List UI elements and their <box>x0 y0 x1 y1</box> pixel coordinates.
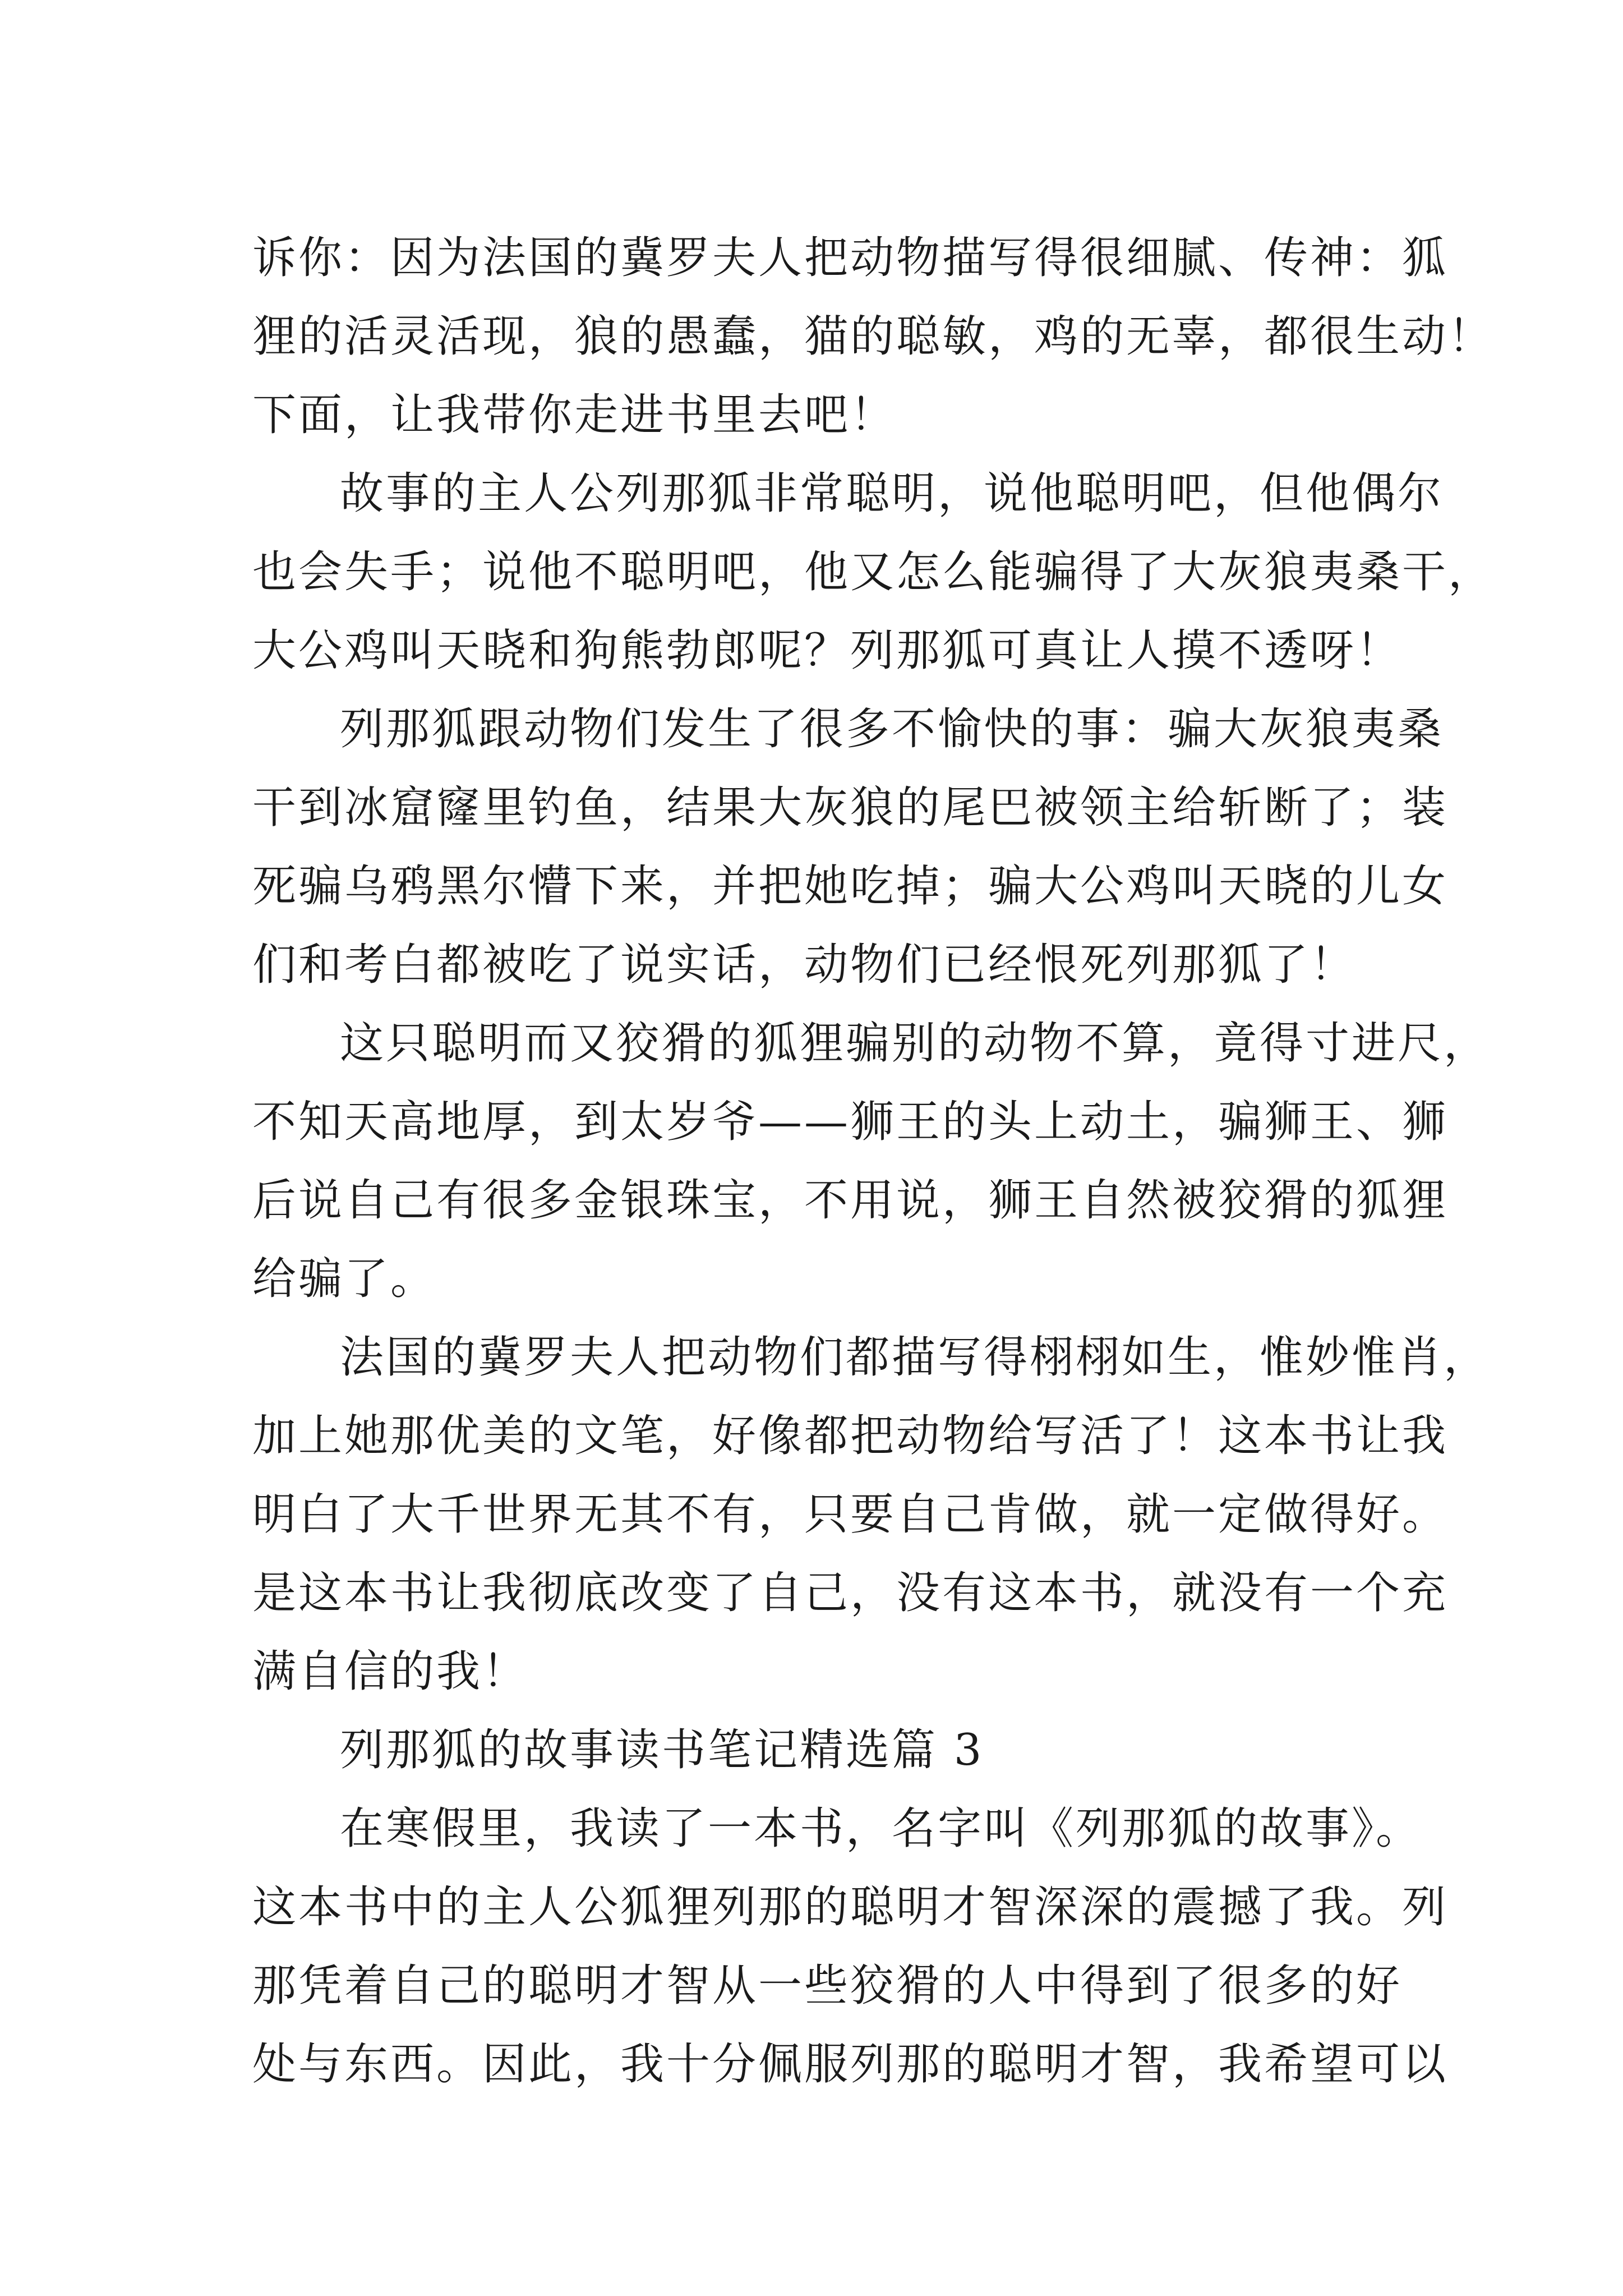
text-line: 们和考白都被吃了说实话，动物们已经恨死列那狐了！ <box>252 940 1357 990</box>
paragraph-first-line: 这只聪明而又狡猾的狐狸骗别的动物不算，竟得寸进尺， <box>340 1018 1490 1069</box>
paragraph-first-line: 在寒假里，我读了一本书，名字叫《列那狐的故事》。 <box>340 1803 1422 1854</box>
section-heading: 列那狐的故事读书笔记精选篇 3 <box>340 1725 984 1775</box>
text-line: 明白了大千世界无其不有，只要自己肯做，就一定做得好。 <box>252 1489 1449 1540</box>
text-line: 加上她那优美的文笔，好像都把动物给写活了！这本书让我 <box>252 1411 1449 1461</box>
text-line: 诉你：因为法国的冀罗夫人把动物描写得很细腻、传神：狐 <box>252 233 1449 283</box>
text-line: 给骗了。 <box>252 1254 437 1304</box>
text-line: 处与东西。因此，我十分佩服列那的聪明才智，我希望可以 <box>252 2039 1449 2090</box>
text-line: 干到冰窟窿里钓鱼，结果大灰狼的尾巴被领主给斩断了；装 <box>252 783 1449 833</box>
paragraph-first-line: 法国的冀罗夫人把动物们都描写得栩栩如生，惟妙惟肖， <box>340 1332 1490 1383</box>
paragraph-first-line: 故事的主人公列那狐非常聪明，说他聪明吧，但他偶尔 <box>340 468 1444 519</box>
text-line: 是这本书让我彻底改变了自己，没有这本书，就没有一个充 <box>252 1568 1449 1618</box>
text-line: 下面，让我带你走进书里去吧！ <box>252 390 897 440</box>
text-line: 死骗乌鸦黑尔懵下来，并把她吃掉；骗大公鸡叫天晓的儿女 <box>252 861 1449 912</box>
text-line: 后说自己有很多金银珠宝，不用说，狮王自然被狡猾的狐狸 <box>252 1175 1449 1226</box>
text-line: 大公鸡叫天晓和狗熊勃郎呢？列那狐可真让人摸不透呀！ <box>252 625 1403 676</box>
text-line: 狸的活灵活现，狼的愚蠢，猫的聪敏，鸡的无辜，都很生动！ <box>252 311 1495 362</box>
document-body <box>252 219 1495 2104</box>
paragraph-first-line: 列那狐跟动物们发生了很多不愉快的事：骗大灰狼夷桑 <box>340 704 1444 754</box>
text-line: 那凭着自己的聪明才智从一些狡猾的人中得到了很多的好 <box>252 1961 1403 2011</box>
text-line: 不知天高地厚，到太岁爷——狮王的头上动土，骗狮王、狮 <box>252 1097 1449 1147</box>
text-line: 这本书中的主人公狐狸列那的聪明才智深深的震撼了我。列 <box>252 1882 1449 1932</box>
text-line: 也会失手；说他不聪明吧，他又怎么能骗得了大灰狼夷桑干， <box>252 547 1495 597</box>
text-line: 满自信的我！ <box>252 1646 529 1697</box>
